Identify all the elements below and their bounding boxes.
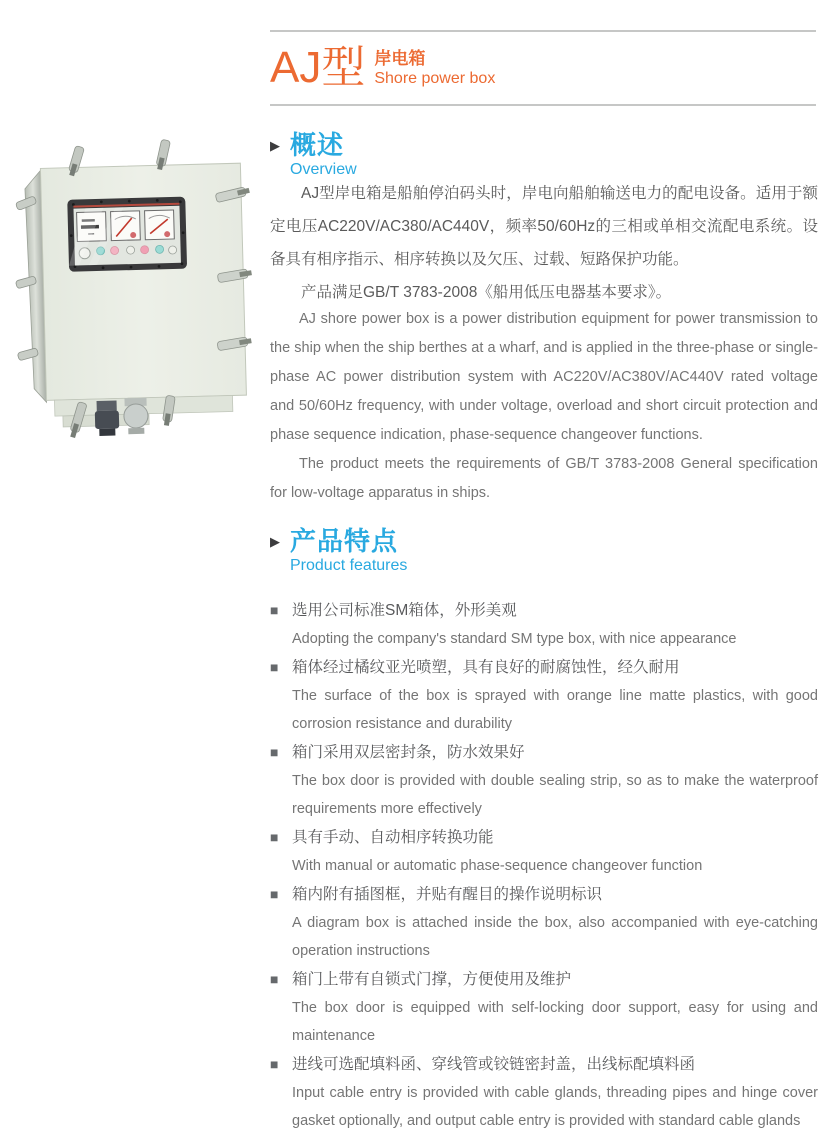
feature-text-en: Adopting the company's standard SM type box, with nice appearance (292, 631, 737, 647)
feature-heading (270, 880, 818, 909)
square-bullet-icon: ■ (270, 829, 279, 845)
analog-meter-right (145, 210, 175, 240)
feature-heading (270, 653, 818, 682)
feature-text-cn: 具有手动、自动相序转换功能 (292, 829, 494, 846)
product-name-cn: 岸电箱 (374, 49, 426, 68)
square-bullet-icon: ■ (270, 1056, 279, 1072)
overview-section-header (270, 131, 357, 180)
product-photo (14, 138, 256, 470)
feature-text-en: With manual or automatic phase-sequence changeover function (292, 858, 703, 874)
feature-heading (270, 965, 818, 994)
cable-gland-dark (95, 400, 120, 436)
cable-gland-light (123, 398, 148, 435)
product-name-en: Shore power box (374, 70, 496, 87)
feature-text-cn: 箱门采用双层密封条，防水效果好 (292, 744, 525, 761)
feature-heading (270, 738, 818, 767)
overview-title-en: Overview (290, 161, 357, 178)
overview-paragraph-cn: 产品满足GB/T 3783-2008《船用低压电器基本要求》。 (301, 284, 672, 301)
square-bullet-icon: ■ (270, 602, 279, 618)
product-model: AJ型 (270, 43, 366, 92)
section-marker-icon: ▶ (270, 138, 280, 153)
feature-text-en: The box door is provided with double sealing strip, so as to make the waterproof requirements more effectively (292, 773, 818, 817)
feature-text-cn: 选用公司标准SM箱体，外形美观 (292, 602, 517, 619)
square-bullet-icon: ■ (270, 971, 279, 987)
overview-paragraph-en: AJ shore power box is a power distribution equipment for power transmission to the ship when the ship berthes at a wharf, and is applied in the three-phase or single-phase AC power distribution system with AC220V/AC380V/AC440V rated voltage and 50/60Hz frequency, with under voltage, overload and short circuit protection and phase sequence indication, phase-sequence changeover functions. (270, 311, 818, 443)
feature-text-en: Input cable entry is provided with cable glands, threading pipes and hinge cover gasket optionally, and output cable entry is provided with standard cable glands (292, 1085, 818, 1129)
overview-title-cn: 概述 (290, 130, 345, 160)
meter-window (67, 197, 187, 272)
features-list (270, 596, 818, 1135)
overview-text-en (270, 305, 818, 508)
features-section-header (270, 527, 407, 576)
features-title-cn: 产品特点 (290, 526, 399, 556)
square-bullet-icon: ■ (270, 744, 279, 760)
feature-text-cn: 箱门上带有自锁式门撑，方便使用及维护 (292, 971, 572, 988)
square-bullet-icon: ■ (270, 886, 279, 902)
square-bullet-icon: ■ (270, 659, 279, 675)
feature-heading (270, 1050, 818, 1079)
feature-heading (270, 596, 818, 625)
section-marker-icon: ▶ (270, 534, 280, 549)
feature-text-cn: 进线可选配填料函、穿线管或铰链密封盖，出线标配填料函 (292, 1056, 696, 1073)
feature-text-cn: 箱体经过橘纹亚光喷塑，具有良好的耐腐蚀性，经久耐用 (292, 659, 680, 676)
product-subtitle (374, 48, 495, 89)
feature-text-cn: 箱内附有插图框，并贴有醒目的操作说明标识 (292, 886, 603, 903)
overview-text-cn (270, 177, 818, 309)
page-header (270, 30, 816, 106)
feature-heading (270, 823, 818, 852)
feature-text-en: The surface of the box is sprayed with orange line matte plastics, with good corrosion resistance and durability (292, 688, 818, 732)
feature-text-en: A diagram box is attached inside the box, also accompanied with eye-catching operation instructions (292, 915, 818, 959)
feature-text-en: The box door is equipped with self-locking door support, easy for using and maintenance (292, 1000, 818, 1044)
features-title-en: Product features (290, 557, 408, 574)
overview-paragraph-cn: AJ型岸电箱是船舶停泊码头时，岸电向船舶输送电力的配电设备。适用于额定电压AC220V/AC380/AC440V，频率50/60Hz的三相或单相交流配电系统。设备具有相序指示、相序转换以及欠压、过载、短路保护功能。 (270, 185, 818, 268)
shore-power-box-illustration (14, 138, 256, 470)
overview-paragraph-en: The product meets the requirements of GB/T 3783-2008 General specification for low-voltage apparatus in ships. (270, 456, 818, 501)
box-group (14, 138, 256, 440)
